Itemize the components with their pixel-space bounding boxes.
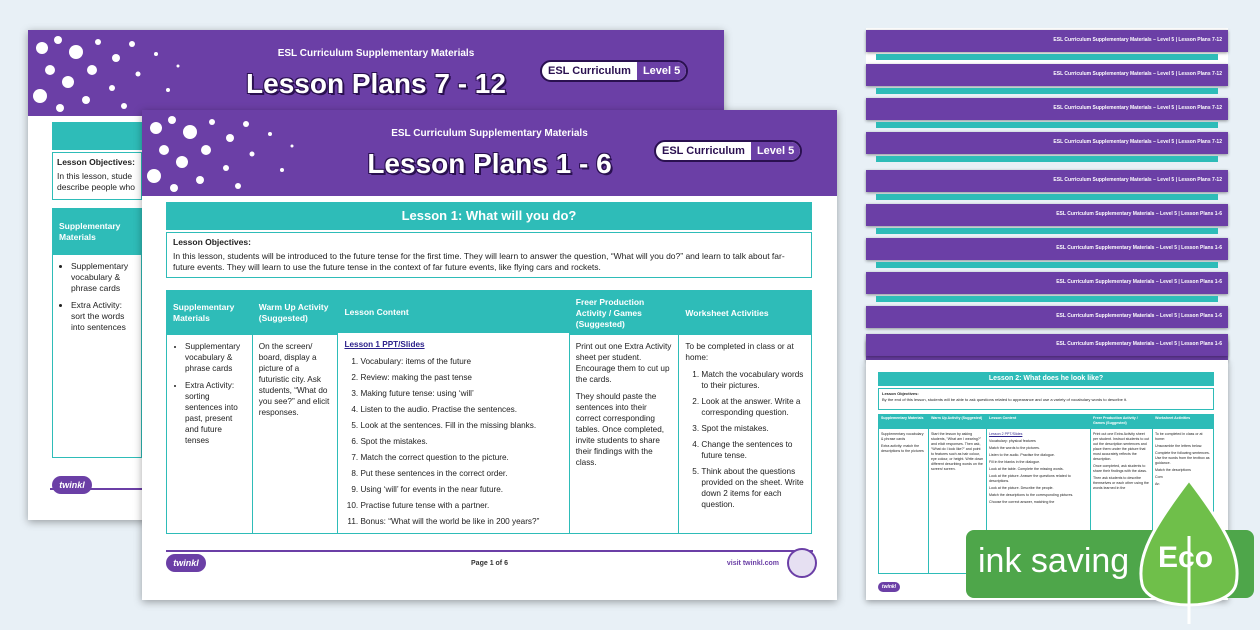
stack-cell: An: [1155, 482, 1160, 486]
lesson-plan-table: [166, 290, 812, 534]
stack-header-text: ESL Curriculum Supplementary Materials – Level 5 | Lesson Plans 7-12: [1053, 139, 1222, 145]
stack-header-text: ESL Curriculum Supplementary Materials – Level 5 | Lesson Plans 7-12: [1053, 71, 1222, 77]
content-item: 2. Review: making the past tense: [360, 372, 562, 383]
stack-header: [866, 170, 1228, 192]
stack-teal-bar: [876, 88, 1218, 94]
content-item: 5. Look at the sentences. Fill in the missing blanks.: [360, 420, 562, 431]
freer-production-column: [570, 291, 680, 533]
front-banner-title: Lesson Plans 1 - 6: [367, 148, 612, 179]
badge-level: Level 5: [637, 62, 686, 80]
back-supplementary-column: [52, 208, 142, 458]
stack-cell: Supplementary vocabulary & phrase cards: [881, 432, 924, 441]
stack-cell: Complete the following sentences. Use the words from the textbox as guidance.: [1155, 451, 1210, 465]
content-item: 1. Vocabulary: items of the future: [360, 356, 562, 367]
stack-objectives: [878, 388, 1214, 410]
content-item: 3. Making future tense: using ‘will’: [360, 388, 562, 399]
objectives-label: Lesson Objectives:: [173, 237, 251, 247]
stack-teal-bar: [876, 228, 1218, 234]
stack-header: [866, 30, 1228, 52]
worksheet-column: [679, 291, 811, 533]
stack-header-text: ESL Curriculum Supplementary Materials – Level 5 | Lesson Plans 7-12: [1053, 37, 1222, 43]
ink-saving-label: ink saving: [978, 542, 1130, 580]
warm-body: On the screen/ board, display a picture of a futuristic city. Ask students, “What do you see?” and elicit responses.: [258, 342, 330, 417]
stack-header: [866, 334, 1228, 356]
stack-col-body: [929, 429, 986, 477]
stack-col-head: Worksheet Activities: [1153, 415, 1213, 429]
stack-cell: Once completed, ask students to share their findings with the class.: [1093, 464, 1147, 473]
stack-cell: Match the words to the pictures.: [989, 446, 1040, 450]
stack-header: [866, 204, 1228, 226]
stack-cell: Unscramble the letters below.: [1155, 444, 1203, 448]
stack-teal-bar: [876, 54, 1218, 60]
stack-teal-bar: [876, 262, 1218, 268]
worksheet-item: 5. Think about the questions provided on the sheet. Write down 2 items for each question.: [701, 466, 805, 510]
stack-cell: Match the descriptions to the corresponding pictures.: [989, 493, 1074, 497]
badge-level: Level 5: [751, 142, 800, 160]
quality-seal-icon: [787, 548, 817, 578]
stack-teal-bar: [876, 122, 1218, 128]
stack-col-body: [879, 429, 928, 459]
stack-col: [879, 415, 929, 573]
back-supp-item: • Supplementary vocabulary & phrase cards: [71, 261, 135, 294]
back-banner-subtitle: ESL Curriculum Supplementary Materials: [277, 48, 475, 59]
content-item: 10. Practise future tense with a partner.: [360, 500, 562, 511]
eco-label: Eco: [1158, 541, 1214, 574]
stack-header-text: ESL Curriculum Supplementary Materials – Level 5 | Lesson Plans 7-12: [1053, 177, 1222, 183]
back-objectives-box: [52, 152, 142, 200]
content-header: Lesson Content: [338, 291, 568, 333]
stack-cell: To be completed in class or at home:: [1155, 432, 1203, 441]
worksheet-item: 3. Spot the mistakes.: [701, 423, 805, 434]
back-twinkl-logo: twinkl: [52, 476, 92, 494]
worksheet-intro: To be completed in class or at home:: [685, 342, 794, 362]
back-supp-list: [53, 255, 141, 333]
stack-col-head: Lesson Content: [987, 415, 1090, 429]
back-supp-header: Supplementary Materials: [53, 209, 141, 255]
front-banner-subtitle: ESL Curriculum Supplementary Materials: [391, 128, 588, 139]
stack-objectives-label: Lesson Objectives:: [882, 391, 919, 396]
back-objectives-text-2: describe people who: [57, 182, 135, 192]
supplementary-column: [167, 291, 253, 533]
worksheet-body: [679, 335, 811, 516]
back-page-banner: [28, 30, 724, 116]
stack-cell: Choose the correct answer, matching the: [989, 500, 1055, 504]
stack-header-text: ESL Curriculum Supplementary Materials – Level 5 | Lesson Plans 1-6: [1056, 341, 1222, 347]
stack-col-head: Supplementary Materials: [879, 415, 928, 429]
stack-header-text: ESL Curriculum Supplementary Materials – Level 5 | Lesson Plans 1-6: [1056, 313, 1222, 319]
stack-cell: Start the lesson by asking students, “What am I wearing?” and elicit responses. Then ask, “What do I look like?” and point to features such as hair colour, eye colour, or height. Write down different describing words on the screen/ screen.: [931, 432, 984, 471]
stack-header: [866, 238, 1228, 260]
supp-header: Supplementary Materials: [167, 291, 252, 335]
stack-cell: Com: [1155, 475, 1163, 479]
stack-twinkl-logo: twinkl: [878, 582, 900, 592]
stack-cell: Vocabulary: physical features: [989, 439, 1036, 443]
freer-body: [570, 335, 679, 480]
objectives-text: In this lesson, students will be introduced to the future tense for the first time. They will learn to answer the question, “What will you do?” and learn to talk about far-future events. They will learn to use the future tense in the context of far future events, like flying cars and rockets.: [173, 251, 785, 272]
front-page-lesson-plans-1-6: [142, 110, 837, 600]
stack-teal-bar: [876, 156, 1218, 162]
back-lesson-title-bar: [52, 122, 142, 150]
stack-cell: Look at the picture. Describe the people.: [989, 486, 1054, 490]
stack-header-text: ESL Curriculum Supplementary Materials – Level 5 | Lesson Plans 1-6: [1056, 279, 1222, 285]
stack-cell: Print out one Extra Activity sheet per student. Instruct students to cut out the description sentences and place them under the picture that most accurately reflects the description.: [1093, 432, 1150, 461]
stack-header: [866, 98, 1228, 120]
back-banner-title: Lesson Plans 7 - 12: [246, 68, 506, 99]
back-objectives-label: Lesson Objectives:: [57, 157, 135, 167]
stack-header-text: ESL Curriculum Supplementary Materials – Level 5 | Lesson Plans 1-6: [1056, 245, 1222, 251]
front-page-banner: [142, 110, 837, 196]
warm-up-column: [253, 291, 339, 533]
stack-teal-bar: [876, 194, 1218, 200]
stack-header: [866, 272, 1228, 294]
supp-item: • Extra Activity: sorting sentences into past, present and future tenses: [185, 380, 246, 446]
stack-cell: Listen to the audio. Practise the dialogue.: [989, 453, 1055, 457]
freer-paragraph: They should paste the sentences into their correct corresponding tables. Once completed, invite students to share their findings with the class.: [575, 392, 665, 467]
stack-cell: Then ask students to describe themselves or each other using the words learned in the: [1093, 476, 1149, 490]
content-item: 6. Spot the mistakes.: [360, 436, 562, 447]
freer-paragraph: Print out one Extra Activity sheet per student. Encourage them to cut up the cards.: [575, 342, 672, 384]
content-item: 4. Listen to the audio. Practise the sentences.: [360, 404, 562, 415]
supp-item: • Supplementary vocabulary & phrase cards: [185, 341, 246, 374]
worksheet-item: 2. Look at the answer. Write a corresponding question.: [701, 396, 805, 418]
freer-header: Freer Production Activity / Games (Suggested): [570, 291, 679, 335]
content-item: 11. Bonus: “What will the world be like in 200 years?”: [360, 516, 562, 527]
stack-cell: Match the descriptions: [1155, 468, 1191, 472]
lesson-content-column: [338, 291, 569, 533]
lesson-slides-link[interactable]: Lesson 1 PPT/Slides: [344, 340, 425, 349]
stack-header: [866, 64, 1228, 86]
content-item: 7. Match the correct question to the picture.: [360, 452, 562, 463]
worksheet-item: 1. Match the vocabulary words to their pictures.: [701, 369, 805, 391]
stack-col-head: Freer Production Activity / Games (Suggested): [1091, 415, 1152, 429]
back-objectives-text-1: In this lesson, stude: [57, 171, 133, 181]
stack-cell: Fill in the blanks in the dialogue.: [989, 460, 1041, 464]
badge-curriculum: ESL Curriculum: [548, 65, 631, 77]
stack-cell: Extra activity: match the descriptions to the pictures: [881, 444, 924, 453]
stack-cell: Look at the table. Complete the missing words.: [989, 467, 1064, 471]
stack-col-head: Warm Up Activity (Suggested): [929, 415, 986, 429]
stack-col-body: [987, 429, 1090, 510]
badge-curriculum: ESL Curriculum: [662, 145, 745, 157]
back-level-badge: [540, 60, 688, 82]
stack-header: [866, 132, 1228, 154]
content-item: 9. Using ‘will’ for events in the near future.: [360, 484, 562, 495]
content-item: 8. Put these sentences in the correct order.: [360, 468, 562, 479]
stack-header: [866, 306, 1228, 328]
stack-header-text: ESL Curriculum Supplementary Materials – Level 5 | Lesson Plans 1-6: [1056, 211, 1222, 217]
warm-header: Warm Up Activity (Suggested): [253, 291, 338, 335]
content-body: [338, 333, 568, 533]
back-supp-item: • Extra Activity: sort the words into sentences: [71, 300, 135, 333]
stack-header-text: ESL Curriculum Supplementary Materials – Level 5 | Lesson Plans 7-12: [1053, 105, 1222, 111]
front-twinkl-logo: twinkl: [166, 554, 206, 572]
worksheet-header: Worksheet Activities: [679, 291, 811, 335]
stack-objectives-text: By the end of this lesson, students will be able to ask questions related to appearance and use a variety of vocabulary words to describe it.: [882, 397, 1128, 402]
page-number: Page 1 of 6: [471, 560, 508, 567]
front-footer-line: [166, 550, 813, 552]
worksheet-item: 4. Change the sentences to future tense.: [701, 439, 805, 461]
visit-twinkl-link[interactable]: visit twinkl.com: [726, 560, 779, 567]
stack-slides-link[interactable]: Lesson 2 PPT/Slides: [989, 432, 1023, 436]
supp-body: [167, 335, 252, 458]
stack-teal-bar: [876, 296, 1218, 302]
stack-lesson-title: Lesson 2: What does he look like?: [878, 372, 1214, 386]
front-level-badge: [654, 140, 802, 162]
objectives-box: [166, 232, 812, 278]
stack-cell: Look at the picture. Answer the questions related to descriptions.: [989, 474, 1071, 483]
lesson-title: Lesson 1: What will you do?: [166, 202, 812, 230]
